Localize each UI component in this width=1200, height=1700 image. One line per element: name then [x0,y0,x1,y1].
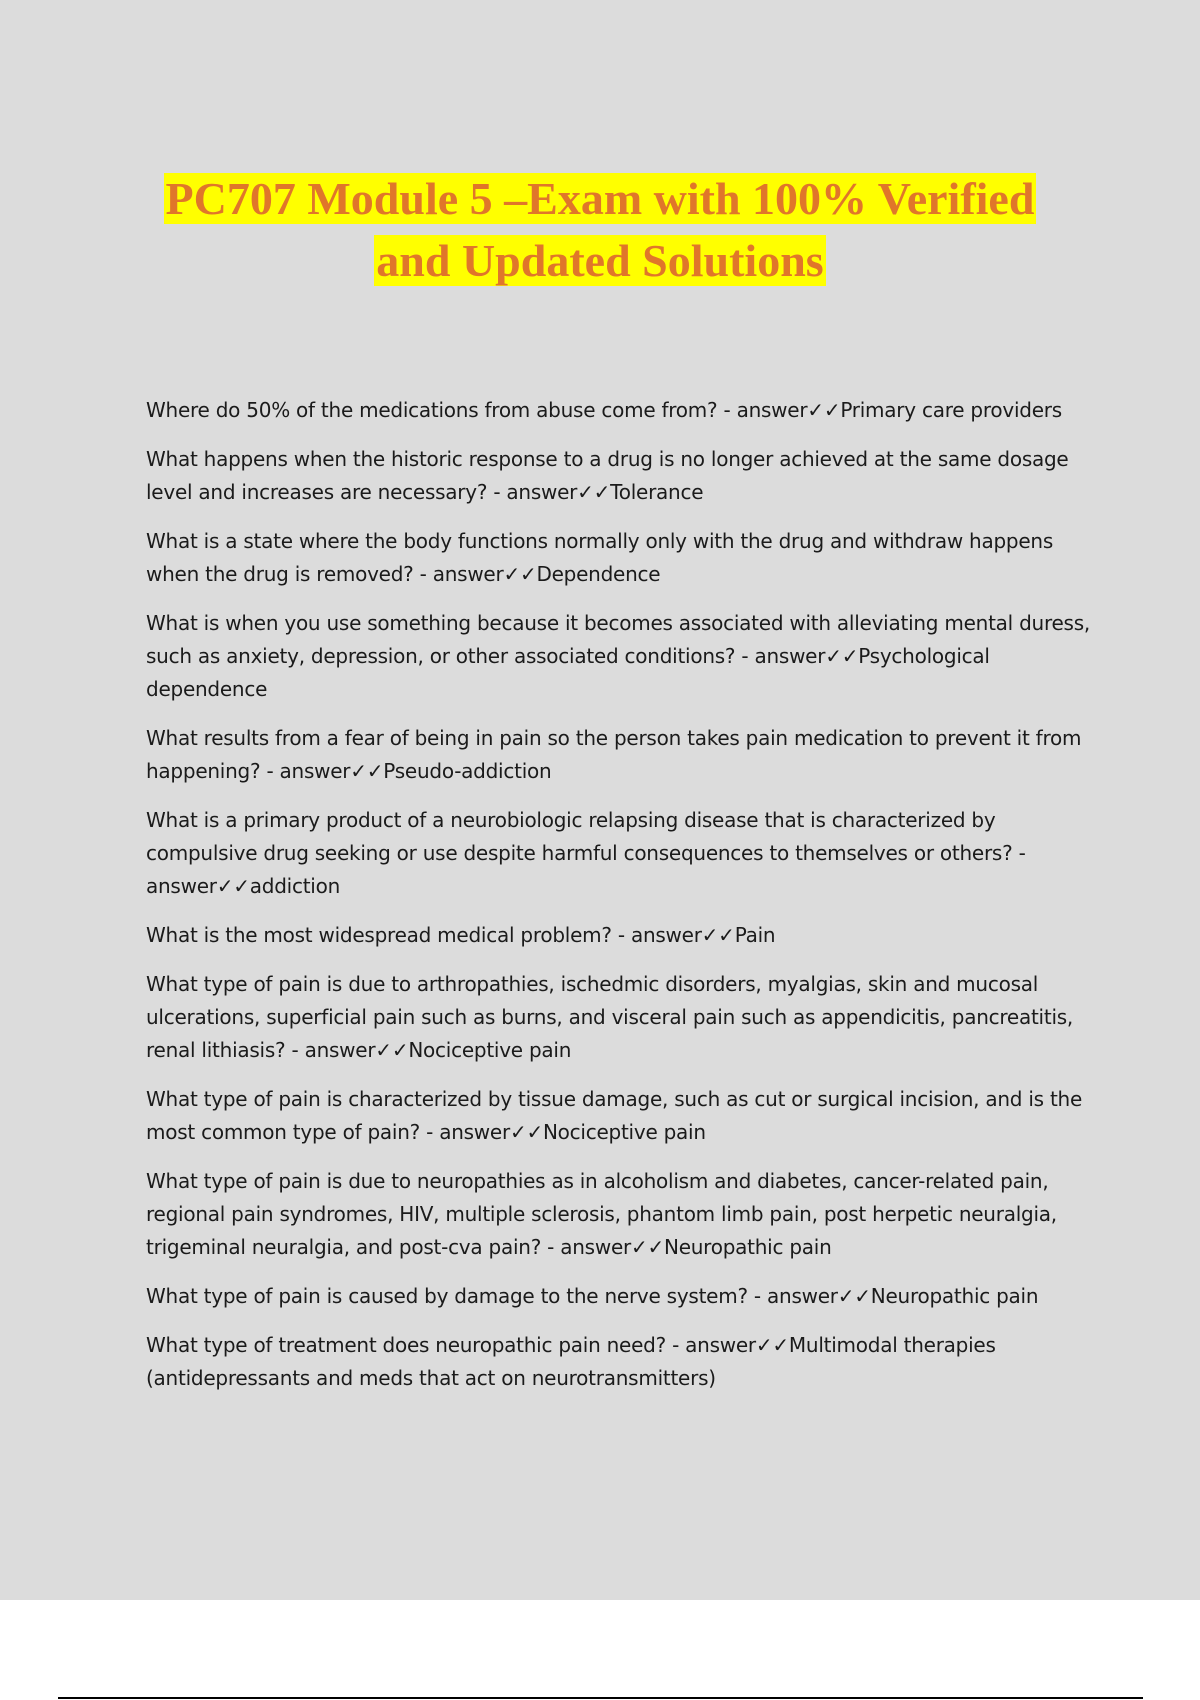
qa-item: What is a primary product of a neurobiologic relapsing disease that is characterized by compulsive drug seeking or use despite harmful consequences to themselves or others? - answer✓✓addiction [146,808,1026,898]
qa-item: What type of pain is caused by damage to the nerve system? - answer✓✓Neuropathic pain [146,1284,1039,1308]
qa-item: What is when you use something because it becomes associated with alleviating mental duress, such as anxiety, depression, or other associated conditions? - answer✓✓Psychological dependence [146,611,1090,701]
qa-item: What type of pain is due to arthropathies, ischedmic disorders, myalgias, skin and mucosal ulcerations, superficial pain such as burns, and visceral pain such as appendicitis, pancreatitis, renal lithiasis? - answer✓✓Nociceptive pain [146,972,1074,1062]
qa-item: What is a state where the body functions normally only with the drug and withdraw happens when the drug is removed? - answer✓✓Dependence [146,529,1054,586]
qa-list [146,394,1096,1411]
qa-item: What type of treatment does neuropathic pain need? - answer✓✓Multimodal therapies (antidepressants and meds that act on neurotransmitters) [146,1333,996,1390]
bottom-divider [58,1697,1143,1699]
qa-item: What type of pain is due to neuropathies as in alcoholism and diabetes, cancer-related pain, regional pain syndromes, HIV, multiple sclerosis, phantom limb pain, post herpetic neuralgia, trigeminal neuralgia, and post-cva pain? - answer✓✓Neuropathic pain [146,1169,1057,1259]
qa-item: What is the most widespread medical problem? - answer✓✓Pain [146,923,776,947]
title-line-2: and Updated Solutions [376,235,824,286]
document-title [0,168,1200,292]
qa-item: What type of pain is characterized by tissue damage, such as cut or surgical incision, and is the most common type of pain? - answer✓✓Nociceptive pain [146,1087,1083,1144]
qa-item: What results from a fear of being in pain so the person takes pain medication to prevent it from happening? - answer✓✓Pseudo-addiction [146,726,1082,783]
title-line-1: PC707 Module 5 –Exam with 100% Verified [165,173,1035,224]
qa-item: What happens when the historic response to a drug is no longer achieved at the same dosage level and increases are necessary? - answer✓✓Tolerance [146,447,1069,504]
qa-item: Where do 50% of the medications from abuse come from? - answer✓✓Primary care providers [146,398,1062,422]
